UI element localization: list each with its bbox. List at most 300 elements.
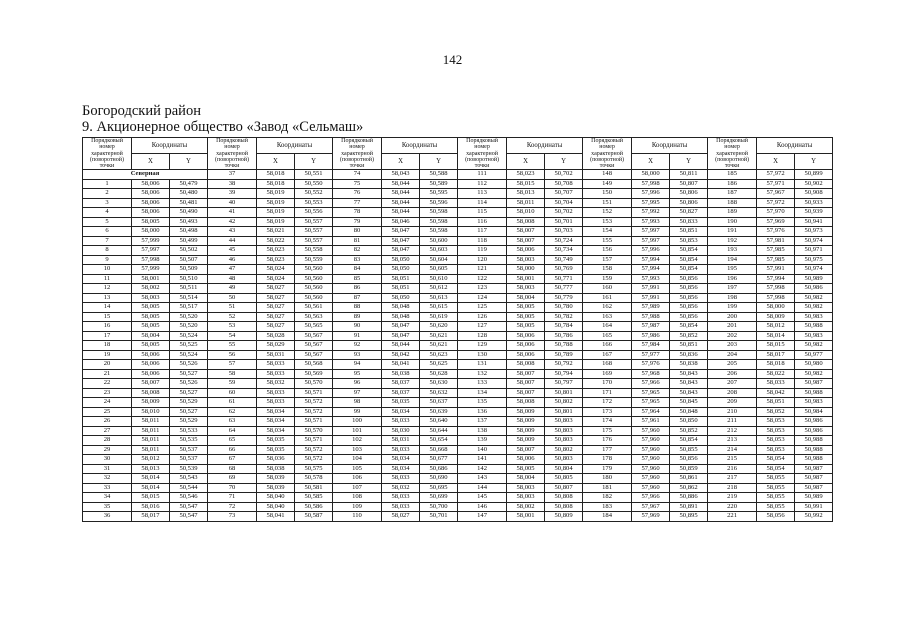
point-number-cell: 144 (458, 483, 507, 493)
x-header: X (757, 154, 795, 170)
x-coordinate-cell: 58,027 (257, 322, 295, 332)
y-coordinate-cell: 50,984 (795, 407, 833, 417)
x-coordinate-cell: 58,019 (257, 189, 295, 199)
table-row (83, 464, 833, 474)
y-coordinate-cell: 50,514 (170, 293, 208, 303)
point-number-cell: 116 (458, 217, 507, 227)
x-coordinate-cell: 58,014 (757, 331, 795, 341)
x-coordinate-cell: 58,047 (382, 331, 420, 341)
x-coordinate-cell: 58,033 (257, 398, 295, 408)
x-coordinate-cell: 57,993 (632, 274, 670, 284)
x-coordinate-cell: 58,009 (132, 398, 170, 408)
x-coordinate-cell: 58,002 (507, 502, 545, 512)
y-coordinate-cell: 50,838 (670, 360, 708, 370)
x-coordinate-cell: 58,035 (382, 398, 420, 408)
y-coordinate-cell: 50,986 (795, 426, 833, 436)
x-coordinate-cell: 58,006 (132, 369, 170, 379)
point-number-cell: 114 (458, 198, 507, 208)
x-coordinate-cell: 58,027 (382, 512, 420, 522)
point-number-cell: 55 (208, 341, 257, 351)
x-coordinate-cell: 58,001 (507, 512, 545, 522)
point-number-cell: 90 (333, 322, 382, 332)
x-coordinate-cell: 58,031 (382, 436, 420, 446)
x-coordinate-cell: 58,014 (132, 483, 170, 493)
point-number-cell: 108 (333, 493, 382, 503)
point-number-cell: 20 (83, 360, 132, 370)
x-coordinate-cell: 57,996 (632, 246, 670, 256)
point-number-cell: 58 (208, 369, 257, 379)
y-coordinate-cell: 50,862 (670, 483, 708, 493)
x-coordinate-cell: 57,960 (632, 436, 670, 446)
x-coordinate-cell: 57,995 (632, 198, 670, 208)
y-coordinate-cell: 50,546 (170, 493, 208, 503)
point-number-cell: 182 (583, 493, 632, 503)
y-coordinate-cell: 50,851 (670, 341, 708, 351)
y-coordinate-cell: 50,587 (295, 512, 333, 522)
x-coordinate-cell: 58,033 (382, 417, 420, 427)
x-coordinate-cell: 58,030 (382, 426, 420, 436)
point-number-cell: 3 (83, 198, 132, 208)
y-coordinate-cell: 50,974 (795, 265, 833, 275)
x-coordinate-cell: 57,999 (132, 236, 170, 246)
y-coordinate-cell: 50,560 (295, 293, 333, 303)
page-number: 142 (442, 52, 463, 67)
y-coordinate-cell: 50,509 (170, 265, 208, 275)
point-number-cell: 215 (708, 455, 757, 465)
y-coordinate-cell: 50,557 (295, 227, 333, 237)
y-coordinate-cell: 50,507 (170, 255, 208, 265)
x-coordinate-cell: 58,055 (757, 502, 795, 512)
table-row (83, 445, 833, 455)
y-coordinate-cell: 50,625 (420, 360, 458, 370)
x-coordinate-cell: 57,967 (632, 502, 670, 512)
x-coordinate-cell: 58,037 (382, 388, 420, 398)
point-number-cell: 95 (333, 369, 382, 379)
x-coordinate-cell: 57,994 (632, 255, 670, 265)
x-coordinate-cell: 58,054 (757, 455, 795, 465)
point-number-cell: 25 (83, 407, 132, 417)
point-number-cell: 151 (583, 198, 632, 208)
point-number-cell: 142 (458, 464, 507, 474)
y-coordinate-cell: 50,974 (795, 236, 833, 246)
y-header: Y (795, 154, 833, 170)
point-number-cell: 214 (708, 445, 757, 455)
y-coordinate-cell: 50,570 (295, 379, 333, 389)
y-coordinate-cell: 50,987 (795, 464, 833, 474)
y-coordinate-cell: 50,529 (170, 417, 208, 427)
point-number-cell: 106 (333, 474, 382, 484)
point-number-cell: 26 (83, 417, 132, 427)
x-coordinate-cell: 57,997 (132, 246, 170, 256)
x-coordinate-cell: 58,039 (257, 483, 295, 493)
point-number-cell: 69 (208, 474, 257, 484)
y-coordinate-cell: 50,621 (420, 331, 458, 341)
y-coordinate-cell: 50,481 (170, 198, 208, 208)
x-coordinate-cell: 58,003 (507, 255, 545, 265)
point-number-cell: 82 (333, 246, 382, 256)
table-row (83, 512, 833, 522)
y-coordinate-cell: 50,613 (420, 293, 458, 303)
point-number-cell: 170 (583, 379, 632, 389)
y-coordinate-cell: 50,782 (545, 312, 583, 322)
point-number-cell: 177 (583, 445, 632, 455)
x-header: X (632, 154, 670, 170)
y-coordinate-cell: 50,804 (545, 464, 583, 474)
x-coordinate-cell: 57,999 (132, 265, 170, 275)
table-row (83, 217, 833, 227)
point-number-cell: 77 (333, 198, 382, 208)
y-coordinate-cell: 50,563 (295, 312, 333, 322)
y-coordinate-cell: 50,612 (420, 284, 458, 294)
point-number-cell: 213 (708, 436, 757, 446)
table-row (83, 274, 833, 284)
point-number-cell: 78 (333, 208, 382, 218)
y-coordinate-cell: 50,527 (170, 369, 208, 379)
point-number-cell: 6 (83, 227, 132, 237)
y-coordinate-cell: 50,690 (420, 474, 458, 484)
y-coordinate-cell: 50,902 (795, 179, 833, 189)
x-coordinate-cell: 58,006 (507, 246, 545, 256)
y-coordinate-cell: 50,854 (670, 265, 708, 275)
table-row (83, 198, 833, 208)
x-coordinate-cell: 58,047 (382, 246, 420, 256)
y-coordinate-cell: 50,535 (170, 436, 208, 446)
x-coordinate-cell: 58,009 (757, 312, 795, 322)
x-coordinate-cell: 58,006 (132, 179, 170, 189)
y-coordinate-cell: 50,581 (295, 483, 333, 493)
x-coordinate-cell: 58,000 (132, 227, 170, 237)
x-coordinate-cell: 58,006 (132, 360, 170, 370)
x-coordinate-cell: 58,038 (382, 369, 420, 379)
x-coordinate-cell: 57,976 (632, 360, 670, 370)
y-coordinate-cell: 50,784 (545, 322, 583, 332)
y-coordinate-cell: 50,983 (795, 398, 833, 408)
y-coordinate-cell: 50,603 (420, 246, 458, 256)
x-coordinate-cell: 58,053 (757, 436, 795, 446)
x-coordinate-cell: 57,972 (757, 198, 795, 208)
y-coordinate-cell: 50,977 (795, 350, 833, 360)
point-number-cell: 197 (708, 284, 757, 294)
x-coordinate-cell: 57,992 (632, 208, 670, 218)
y-coordinate-cell: 50,852 (670, 331, 708, 341)
y-coordinate-cell: 50,510 (170, 274, 208, 284)
y-coordinate-cell: 50,526 (170, 379, 208, 389)
x-coordinate-cell: 58,033 (382, 445, 420, 455)
y-coordinate-cell: 50,777 (545, 284, 583, 294)
y-coordinate-cell: 50,789 (545, 350, 583, 360)
point-number-cell: 109 (333, 502, 382, 512)
x-coordinate-cell: 58,016 (132, 502, 170, 512)
point-number-cell: 51 (208, 303, 257, 313)
y-coordinate-cell: 50,749 (545, 255, 583, 265)
x-coordinate-cell: 58,051 (382, 284, 420, 294)
x-coordinate-cell: 57,998 (757, 293, 795, 303)
x-coordinate-cell: 57,971 (757, 179, 795, 189)
point-number-cell: 107 (333, 483, 382, 493)
x-coordinate-cell: 58,034 (257, 407, 295, 417)
x-coordinate-cell: 58,033 (382, 493, 420, 503)
y-coordinate-cell: 50,539 (170, 464, 208, 474)
y-coordinate-cell: 50,578 (295, 474, 333, 484)
y-coordinate-cell: 50,803 (545, 455, 583, 465)
point-number-cell: 23 (83, 388, 132, 398)
x-coordinate-cell: 58,004 (132, 331, 170, 341)
x-coordinate-cell: 58,033 (257, 369, 295, 379)
point-number-cell: 42 (208, 217, 257, 227)
y-coordinate-cell: 50,986 (795, 284, 833, 294)
x-coordinate-cell: 58,034 (257, 426, 295, 436)
x-coordinate-cell: 58,006 (132, 350, 170, 360)
x-coordinate-cell: 58,034 (382, 464, 420, 474)
x-coordinate-cell: 58,006 (132, 208, 170, 218)
y-coordinate-cell: 50,707 (545, 189, 583, 199)
y-coordinate-cell: 50,527 (170, 388, 208, 398)
x-coordinate-cell: 58,053 (757, 417, 795, 427)
point-number-cell: 134 (458, 388, 507, 398)
point-number-cell: 91 (333, 331, 382, 341)
x-coordinate-cell: 58,035 (257, 445, 295, 455)
point-number-cell: 1 (83, 179, 132, 189)
x-coordinate-cell: 58,050 (382, 255, 420, 265)
point-number-cell: 176 (583, 436, 632, 446)
y-coordinate-cell: 50,556 (295, 208, 333, 218)
y-coordinate-cell: 50,686 (420, 464, 458, 474)
y-coordinate-cell: 50,973 (795, 227, 833, 237)
table-row (83, 312, 833, 322)
point-number-cell: 8 (83, 246, 132, 256)
point-number-cell: 206 (708, 369, 757, 379)
x-coordinate-cell: 58,021 (257, 227, 295, 237)
x-coordinate-cell: 58,056 (757, 512, 795, 522)
y-coordinate-cell: 50,560 (295, 265, 333, 275)
point-number-cell: 120 (458, 255, 507, 265)
point-number-cell: 183 (583, 502, 632, 512)
x-coordinate-cell: 58,027 (257, 284, 295, 294)
point-number-cell: 80 (333, 227, 382, 237)
x-coordinate-cell: 58,028 (257, 331, 295, 341)
point-number-cell: 5 (83, 217, 132, 227)
point-number-cell: 146 (458, 502, 507, 512)
x-coordinate-cell: 57,994 (632, 265, 670, 275)
y-coordinate-cell: 50,982 (795, 341, 833, 351)
x-coordinate-cell: 57,966 (632, 379, 670, 389)
y-coordinate-cell: 50,547 (170, 502, 208, 512)
y-coordinate-cell: 50,843 (670, 379, 708, 389)
y-coordinate-cell: 50,677 (420, 455, 458, 465)
y-coordinate-cell: 50,856 (670, 303, 708, 313)
x-coordinate-cell: 58,055 (757, 493, 795, 503)
x-coordinate-cell: 58,009 (507, 407, 545, 417)
point-number-cell: 191 (708, 227, 757, 237)
point-number-cell: 31 (83, 464, 132, 474)
table-row (83, 170, 833, 180)
point-number-cell: 147 (458, 512, 507, 522)
point-number-cell: 72 (208, 502, 257, 512)
point-number-cell: 60 (208, 388, 257, 398)
point-number-cell: 185 (708, 170, 757, 180)
point-number-cell: 175 (583, 426, 632, 436)
point-number-cell: 130 (458, 350, 507, 360)
y-coordinate-cell: 50,585 (295, 493, 333, 503)
point-number-cell: 37 (208, 170, 257, 180)
point-number-cell: 211 (708, 417, 757, 427)
x-coordinate-cell: 57,965 (632, 398, 670, 408)
point-number-cell: 21 (83, 369, 132, 379)
x-coordinate-cell: 58,044 (382, 341, 420, 351)
point-number-cell: 103 (333, 445, 382, 455)
point-number-cell: 30 (83, 455, 132, 465)
table-row (83, 293, 833, 303)
y-coordinate-cell: 50,527 (170, 407, 208, 417)
x-coordinate-cell: 58,035 (257, 436, 295, 446)
x-coordinate-cell: 58,027 (257, 312, 295, 322)
y-coordinate-cell: 50,544 (170, 483, 208, 493)
y-coordinate-cell: 50,480 (170, 189, 208, 199)
x-coordinate-cell: 58,055 (757, 483, 795, 493)
x-coordinate-cell: 58,037 (382, 379, 420, 389)
x-coordinate-cell: 58,003 (132, 293, 170, 303)
point-number-cell: 167 (583, 350, 632, 360)
y-coordinate-cell: 50,854 (670, 255, 708, 265)
x-coordinate-cell: 58,007 (507, 369, 545, 379)
point-number-cell: 115 (458, 208, 507, 218)
point-number-cell: 148 (583, 170, 632, 180)
y-coordinate-cell: 50,572 (295, 398, 333, 408)
point-number-cell: 127 (458, 322, 507, 332)
y-coordinate-cell: 50,703 (545, 227, 583, 237)
point-number-cell: 83 (333, 255, 382, 265)
y-coordinate-cell: 50,854 (670, 246, 708, 256)
y-coordinate-cell: 50,570 (295, 426, 333, 436)
x-coordinate-cell: 58,018 (257, 170, 295, 180)
x-coordinate-cell: 58,052 (757, 407, 795, 417)
x-coordinate-cell: 58,055 (757, 474, 795, 484)
point-number-cell: 199 (708, 303, 757, 313)
point-number-cell: 46 (208, 255, 257, 265)
point-number-cell: 153 (583, 217, 632, 227)
x-coordinate-cell: 58,009 (507, 426, 545, 436)
table-row (83, 265, 833, 275)
point-number-cell: 100 (333, 417, 382, 427)
y-coordinate-cell: 50,567 (295, 331, 333, 341)
y-coordinate-cell: 50,987 (795, 483, 833, 493)
x-coordinate-cell: 58,005 (132, 303, 170, 313)
x-coordinate-cell: 57,967 (757, 189, 795, 199)
y-coordinate-cell: 50,989 (795, 274, 833, 284)
point-number-cell: 54 (208, 331, 257, 341)
x-coordinate-cell: 58,007 (507, 445, 545, 455)
x-coordinate-cell: 57,969 (757, 217, 795, 227)
y-coordinate-cell: 50,600 (420, 236, 458, 246)
table-row (83, 246, 833, 256)
point-number-cell: 101 (333, 426, 382, 436)
x-coordinate-cell: 58,019 (257, 208, 295, 218)
x-coordinate-cell: 57,985 (757, 255, 795, 265)
point-number-header: Порядковый номер характерной (поворотной) точки (83, 138, 132, 170)
y-coordinate-cell: 50,988 (795, 436, 833, 446)
point-number-cell: 133 (458, 379, 507, 389)
x-coordinate-cell: 58,033 (757, 379, 795, 389)
point-number-cell: 128 (458, 331, 507, 341)
x-coordinate-cell: 58,051 (757, 398, 795, 408)
y-coordinate-cell: 50,654 (420, 436, 458, 446)
y-coordinate-cell: 50,571 (295, 417, 333, 427)
y-coordinate-cell: 50,811 (670, 170, 708, 180)
x-coordinate-cell: 58,011 (132, 417, 170, 427)
x-coordinate-cell: 58,013 (507, 189, 545, 199)
point-number-cell: 204 (708, 350, 757, 360)
coordinates-header: Координаты (257, 138, 333, 154)
y-coordinate-cell: 50,704 (545, 198, 583, 208)
x-coordinate-cell: 58,006 (507, 455, 545, 465)
x-coordinate-cell: 58,034 (257, 417, 295, 427)
table-row (83, 407, 833, 417)
y-coordinate-cell: 50,551 (295, 170, 333, 180)
x-coordinate-cell: 58,006 (132, 189, 170, 199)
y-coordinate-cell: 50,941 (795, 217, 833, 227)
point-number-cell: 70 (208, 483, 257, 493)
x-coordinate-cell: 58,011 (132, 436, 170, 446)
x-coordinate-cell: 58,044 (382, 179, 420, 189)
x-coordinate-cell: 58,011 (132, 426, 170, 436)
x-coordinate-cell: 57,977 (632, 350, 670, 360)
y-coordinate-cell: 50,598 (420, 217, 458, 227)
x-coordinate-cell: 58,003 (507, 493, 545, 503)
x-coordinate-cell: 58,047 (382, 236, 420, 246)
y-coordinate-cell: 50,595 (420, 189, 458, 199)
y-coordinate-cell: 50,836 (670, 350, 708, 360)
table-row (83, 417, 833, 427)
y-coordinate-cell: 50,493 (170, 217, 208, 227)
point-number-cell: 75 (333, 179, 382, 189)
y-coordinate-cell: 50,668 (420, 445, 458, 455)
point-number-cell: 207 (708, 379, 757, 389)
x-coordinate-cell: 57,994 (757, 274, 795, 284)
point-number-cell: 140 (458, 445, 507, 455)
point-number-cell: 9 (83, 255, 132, 265)
x-header: X (507, 154, 545, 170)
y-coordinate-cell: 50,724 (545, 236, 583, 246)
y-coordinate-cell: 50,708 (545, 179, 583, 189)
x-coordinate-cell: 58,041 (257, 512, 295, 522)
x-coordinate-cell: 58,015 (132, 493, 170, 503)
point-number-cell: 111 (458, 170, 507, 180)
x-coordinate-cell: 57,960 (632, 455, 670, 465)
point-number-cell: 181 (583, 483, 632, 493)
table-row (83, 331, 833, 341)
x-coordinate-cell: 58,044 (382, 208, 420, 218)
y-coordinate-cell: 50,891 (670, 502, 708, 512)
point-number-cell: 17 (83, 331, 132, 341)
x-coordinate-cell: 58,009 (507, 436, 545, 446)
point-number-cell: 189 (708, 208, 757, 218)
y-coordinate-cell: 50,780 (545, 303, 583, 313)
point-number-cell: 14 (83, 303, 132, 313)
point-number-cell: 88 (333, 303, 382, 313)
y-coordinate-cell: 50,788 (545, 341, 583, 351)
y-coordinate-cell: 50,621 (420, 341, 458, 351)
y-coordinate-cell: 50,908 (795, 189, 833, 199)
x-coordinate-cell: 58,007 (507, 236, 545, 246)
point-number-cell: 136 (458, 407, 507, 417)
y-coordinate-cell: 50,808 (545, 502, 583, 512)
point-number-cell: 210 (708, 407, 757, 417)
coordinates-header: Координаты (382, 138, 458, 154)
point-number-cell: 180 (583, 474, 632, 484)
y-coordinate-cell: 50,801 (545, 407, 583, 417)
point-number-cell: 154 (583, 227, 632, 237)
x-coordinate-cell: 58,010 (507, 208, 545, 218)
